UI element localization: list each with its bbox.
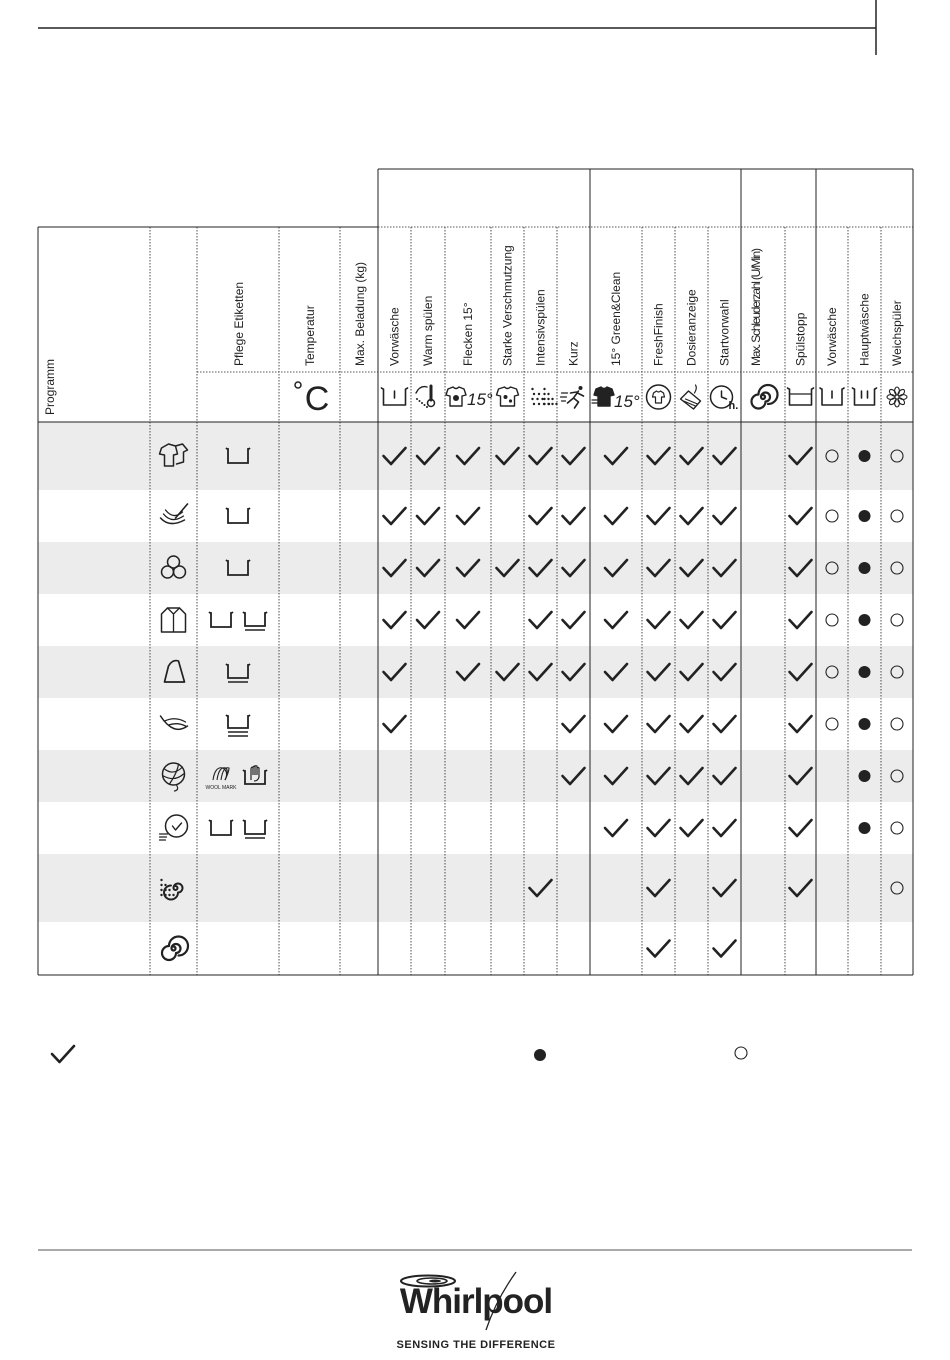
petal <box>887 395 895 400</box>
spray-dot <box>547 393 549 395</box>
detergent-full-dot-icon <box>859 614 871 626</box>
function-header-0: 15° Green&Clean <box>609 271 623 366</box>
icon-stroke <box>168 608 180 632</box>
spray-dot <box>551 403 553 405</box>
wash-tub-very-gentle-icon <box>226 715 250 736</box>
check-mark-icon <box>648 508 670 524</box>
detergent-main-icon <box>853 388 877 405</box>
delicates-feather-icon <box>161 716 188 729</box>
icon-stroke <box>653 391 665 403</box>
detergent-open-dot-icon <box>891 614 903 626</box>
detergent-open-dot-icon <box>826 614 838 626</box>
spray-dot <box>424 404 426 406</box>
spray-dot <box>547 403 549 405</box>
check-mark-icon <box>790 820 812 836</box>
spray-dot <box>421 402 423 404</box>
detergent-full-dot-icon <box>859 450 871 462</box>
check-mark-icon <box>681 508 703 524</box>
program-row <box>162 937 736 961</box>
icon-stroke <box>162 937 188 961</box>
warm-rinse-icon <box>416 386 435 408</box>
spray-dot <box>416 398 418 400</box>
celsius-letter: C <box>304 380 330 418</box>
detergent-header-1: Hauptwäsche <box>857 293 872 366</box>
clock-face <box>166 815 188 837</box>
check-mark-icon <box>605 612 627 628</box>
detergent-full-dot-icon <box>859 510 871 522</box>
flower-center <box>895 395 899 399</box>
spray-dot <box>555 403 557 405</box>
green-clean-icon <box>592 387 640 411</box>
detergent-full-dot-icon <box>859 822 871 834</box>
check-mark-icon <box>530 612 552 628</box>
rinse-hold-tub-icon <box>788 388 814 405</box>
brand-tagline: SENSING THE DIFFERENCE <box>396 1339 556 1351</box>
spray-dot <box>160 884 162 886</box>
option-header-2: Flecken 15° <box>461 302 475 366</box>
program-row <box>162 608 904 632</box>
detergent-open-dot-icon <box>891 718 903 730</box>
check-mark-icon <box>605 508 627 524</box>
spray-dot <box>536 398 538 400</box>
prewash-tub-icon <box>382 388 408 405</box>
function-header-3: Startvorwahl <box>717 299 732 366</box>
icon-stroke <box>752 385 778 409</box>
row-shade <box>38 646 913 698</box>
check-mark-icon <box>648 820 670 836</box>
rapid-clock-icon <box>160 815 188 840</box>
stain-blot <box>453 395 459 401</box>
spin-spiral-icon <box>752 385 778 409</box>
petal <box>895 387 900 395</box>
check-mark-icon <box>417 612 439 628</box>
check-mark-icon <box>790 612 812 628</box>
check-mark-icon <box>384 716 406 732</box>
spray-dot <box>543 398 545 400</box>
spray-dot <box>533 393 535 395</box>
degree-ring <box>295 382 301 388</box>
row-shade <box>38 542 913 594</box>
spray-dot <box>160 889 162 891</box>
fresh-ring <box>647 385 671 409</box>
row-shade <box>38 854 913 922</box>
fabric-softener-flower-icon <box>887 387 907 407</box>
spray-dot <box>168 894 170 896</box>
detergent-full-dot-icon <box>859 666 871 678</box>
check-mark-icon <box>681 820 703 836</box>
spray-dot <box>533 403 535 405</box>
spray-dot <box>164 884 166 886</box>
check-mark-icon <box>714 716 736 732</box>
icon-stroke <box>722 391 727 399</box>
check-mark-icon <box>648 612 670 628</box>
icon-stroke <box>161 716 188 729</box>
icon-stroke <box>176 504 188 518</box>
spray-dot <box>160 879 162 881</box>
detergent-header-2: Weichspüler <box>890 300 904 366</box>
check-mark-icon <box>790 716 812 732</box>
spray-dot <box>551 398 553 400</box>
check-mark-icon <box>563 612 585 628</box>
detergent-prewash-icon <box>820 388 844 405</box>
program-row <box>161 715 904 736</box>
green-clean-15-label: 15° <box>614 392 640 411</box>
shirts-icon <box>162 608 186 632</box>
max-load-column-header: Max. Beladung (kg) <box>353 261 367 366</box>
spray-dot <box>426 406 428 408</box>
check-mark-icon <box>530 508 552 524</box>
spray-dot <box>543 388 545 390</box>
legend-check-icon <box>52 1046 74 1062</box>
spray-dot <box>538 393 540 395</box>
spray-dot <box>172 894 174 896</box>
check-mark-icon <box>384 612 406 628</box>
option-header-3: Starke Verschmutzung <box>500 245 515 366</box>
brand-name: Whirlpool <box>399 1282 553 1321</box>
spin-speed-header: Max. Schleuderzahl (U/Min) <box>749 248 763 366</box>
icon-stroke <box>686 399 698 404</box>
check-mark-icon <box>790 508 812 524</box>
check-mark-icon <box>457 508 479 524</box>
icon-stroke <box>561 393 568 401</box>
petal <box>895 399 900 407</box>
spin-drain-icon <box>162 937 188 961</box>
check-mark-icon <box>714 508 736 524</box>
spray-dot <box>531 388 533 390</box>
stain-15-label: 15° <box>467 390 493 409</box>
spray-dot <box>168 889 170 891</box>
detergent-full-dot-icon <box>859 718 871 730</box>
care-label-column-header: Pflege Etiketten <box>232 281 246 366</box>
icon-stroke <box>416 387 427 393</box>
program-row <box>160 815 904 840</box>
hygiene-steam-icon <box>161 504 188 524</box>
option-header-5: Kurz <box>566 341 581 366</box>
woolmark-label: WOOL MARK <box>205 785 237 791</box>
row-shade <box>38 750 913 802</box>
icon-stroke <box>173 823 182 830</box>
detergent-open-dot-icon <box>891 510 903 522</box>
detergent-header-0: Vorwäsche <box>825 307 839 366</box>
function-header-2: Dosieranzeige <box>684 289 699 366</box>
icon-stroke <box>853 388 877 405</box>
spray-dot <box>160 894 162 896</box>
intensive-rinse-icon <box>531 388 557 405</box>
icon-stroke <box>160 834 168 840</box>
whirlpool-logo <box>397 1272 556 1351</box>
check-mark-icon <box>681 716 703 732</box>
row-shade <box>38 422 913 490</box>
fresh-finish-icon <box>647 385 671 409</box>
check-mark-icon <box>714 820 736 836</box>
program-row <box>161 504 904 524</box>
icon-stroke <box>497 387 519 406</box>
wash-tub-icon <box>209 820 233 835</box>
spray-dot <box>547 398 549 400</box>
spray-dot <box>531 398 533 400</box>
spray-dot <box>419 400 421 402</box>
detergent-open-dot-icon <box>826 718 838 730</box>
stain-shirt-icon <box>446 387 493 409</box>
check-mark-icon <box>563 716 585 732</box>
spray-dot <box>543 393 545 395</box>
petal <box>899 395 907 400</box>
legend-full-dot-icon <box>534 1049 546 1061</box>
wash-tub-gentle-icon <box>243 612 267 630</box>
soil <box>509 399 512 402</box>
start-delay-clock-icon <box>711 386 739 412</box>
detergent-full-dot-icon <box>859 770 871 782</box>
delay-h-label: h. <box>728 400 739 412</box>
check-mark-icon <box>563 508 585 524</box>
check-mark-icon <box>681 612 703 628</box>
check-mark-icon <box>605 716 627 732</box>
check-mark-icon <box>714 941 736 957</box>
program-column-header: Programm <box>43 358 57 415</box>
spray-dot <box>538 403 540 405</box>
icon-stroke <box>862 391 868 398</box>
check-mark-icon <box>417 508 439 524</box>
check-mark-icon <box>648 716 670 732</box>
temperature-column-header: Temperatur <box>303 305 317 366</box>
check-mark-icon <box>648 941 670 957</box>
legend-open-dot-icon <box>735 1047 747 1059</box>
heavy-soil-shirt-icon <box>497 387 519 406</box>
icon-stroke <box>695 385 697 393</box>
short-runner-icon <box>561 386 584 408</box>
option-header-1: Warm spülen <box>421 295 435 366</box>
function-header-1: FreshFinish <box>651 303 666 366</box>
check-mark-icon <box>384 508 406 524</box>
icon-stroke <box>681 391 701 409</box>
detergent-open-dot-icon <box>891 822 903 834</box>
wash-tub-icon <box>209 612 233 627</box>
check-mark-icon <box>605 820 627 836</box>
check-mark-icon <box>457 612 479 628</box>
option-header-0: Vorwäsche <box>387 307 402 366</box>
detergent-full-dot-icon <box>859 562 871 574</box>
temperature-celsius-icon <box>295 380 329 418</box>
wash-tub-gentle-icon <box>243 820 267 838</box>
detergent-open-dot-icon <box>826 510 838 522</box>
rinse-hold-header: Spülstopp <box>793 312 808 366</box>
icon-stroke <box>788 388 814 405</box>
spray-dot <box>543 403 545 405</box>
soil <box>504 395 508 399</box>
icon-stroke <box>568 391 584 408</box>
runner-head <box>579 386 583 390</box>
option-header-4: Intensivspülen <box>533 289 548 366</box>
wash-tub-icon <box>226 508 250 523</box>
dosage-icon <box>681 385 701 409</box>
check-mark-icon <box>714 612 736 628</box>
